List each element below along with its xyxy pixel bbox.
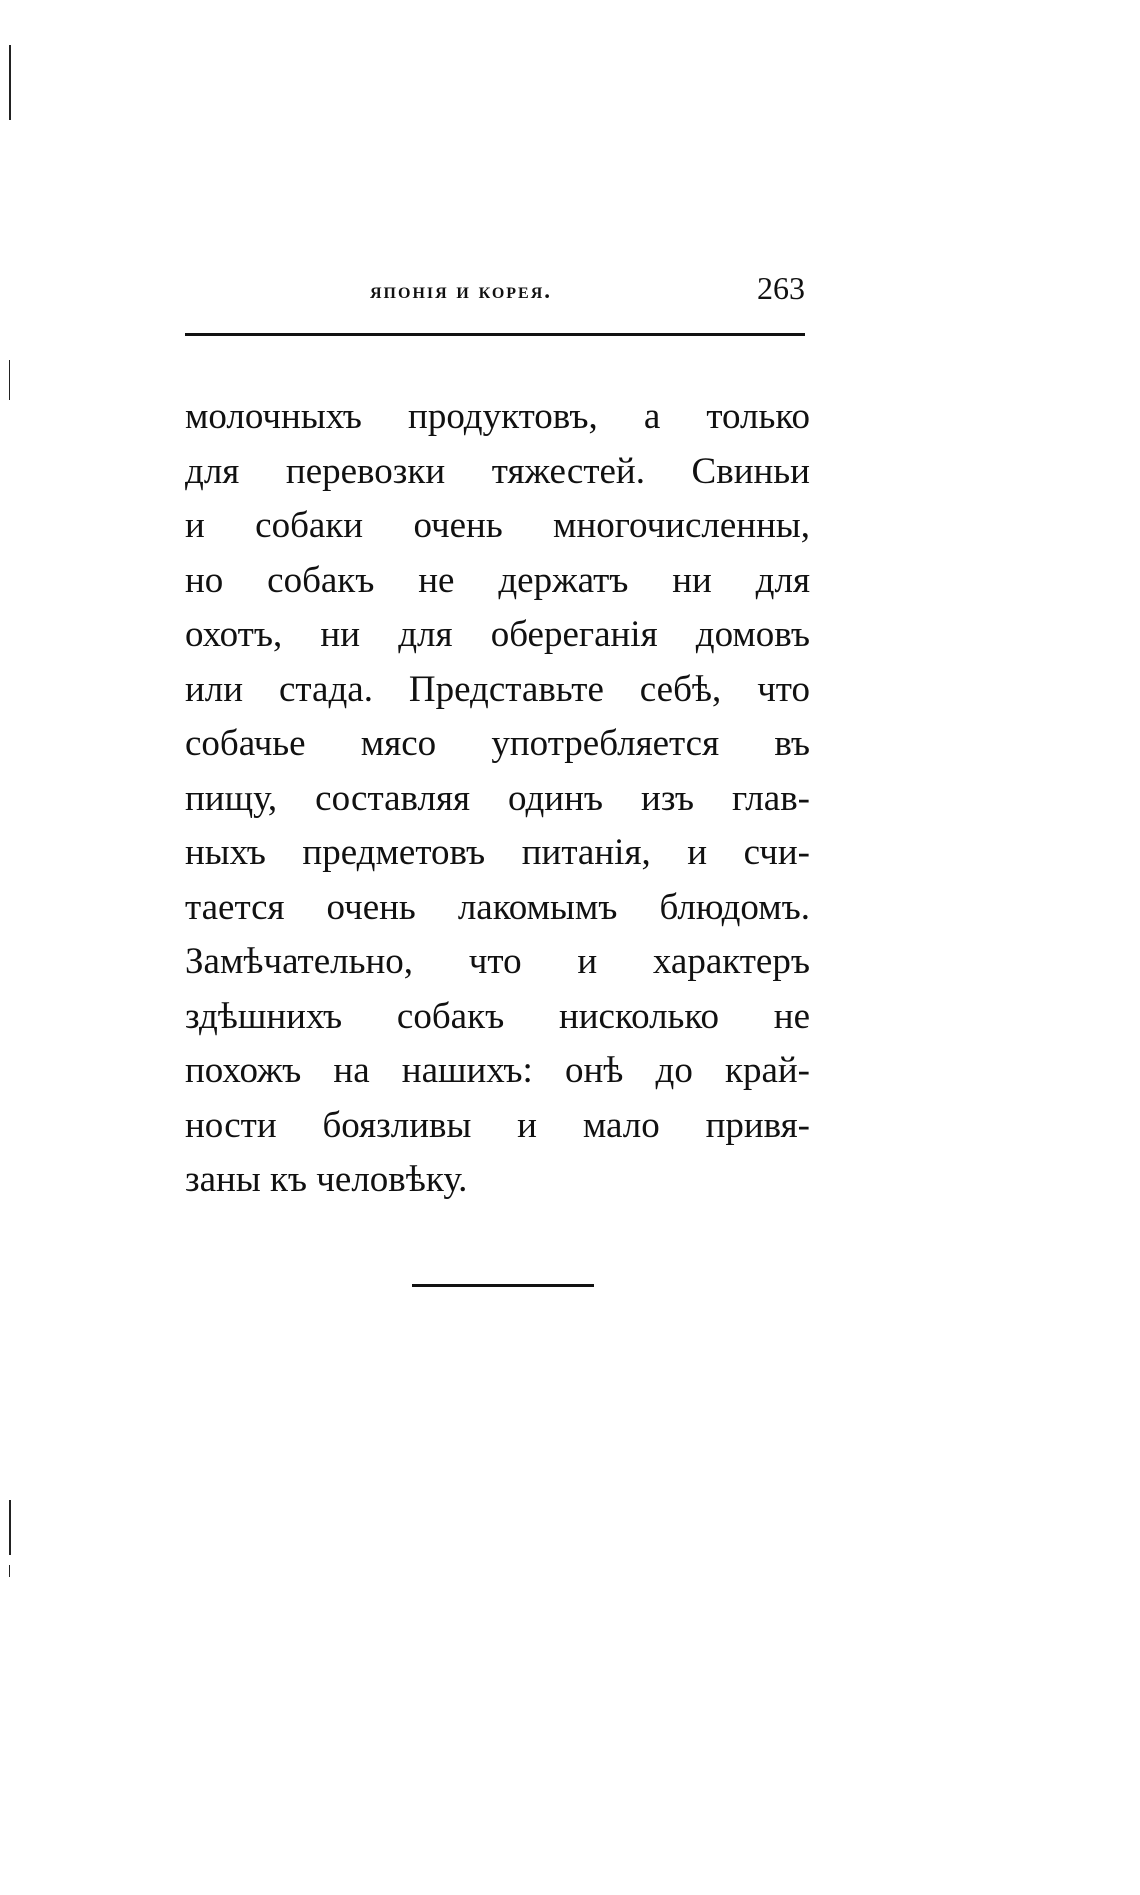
text-line: тается очень лакомымъ блюдомъ.	[185, 886, 810, 928]
text-line: или стада. Представьте себѣ, что	[185, 668, 810, 710]
text-line: ности боязливы и мало привя-	[185, 1104, 810, 1146]
running-head: японія и корея.	[370, 278, 553, 303]
text-line: заны къ человѣку.	[185, 1159, 468, 1200]
text-line: ныхъ предметовъ питанія, и счи-	[185, 832, 810, 873]
text-line: собачье мясо употребляется въ	[185, 723, 810, 764]
text-line: пищу, составляя одинъ изъ глав-	[185, 777, 810, 819]
text-line: но собакъ не держатъ ни для	[185, 559, 810, 601]
header-rule	[185, 333, 805, 336]
page-header	[185, 270, 805, 330]
text-line: похожъ на нашихъ: онѣ до край-	[185, 1050, 810, 1091]
section-end-rule	[412, 1284, 594, 1287]
body-text	[185, 390, 810, 1208]
text-line: молочныхъ продуктовъ, а только	[185, 396, 810, 437]
scan-edge-mark	[9, 1500, 11, 1555]
page-number: 263	[757, 270, 805, 306]
text-line: и собаки очень многочисленны,	[185, 505, 810, 546]
scan-edge-mark	[9, 360, 10, 400]
text-line: Замѣчательно, что и характеръ	[185, 941, 810, 982]
scan-edge-mark	[9, 45, 11, 120]
text-line: здѣшнихъ собакъ нисколько не	[185, 995, 810, 1037]
scan-edge-mark	[9, 1565, 10, 1577]
text-line: для перевозки тяжестей. Свиньи	[185, 450, 810, 492]
text-line: охотъ, ни для обереганія домовъ	[185, 614, 810, 655]
